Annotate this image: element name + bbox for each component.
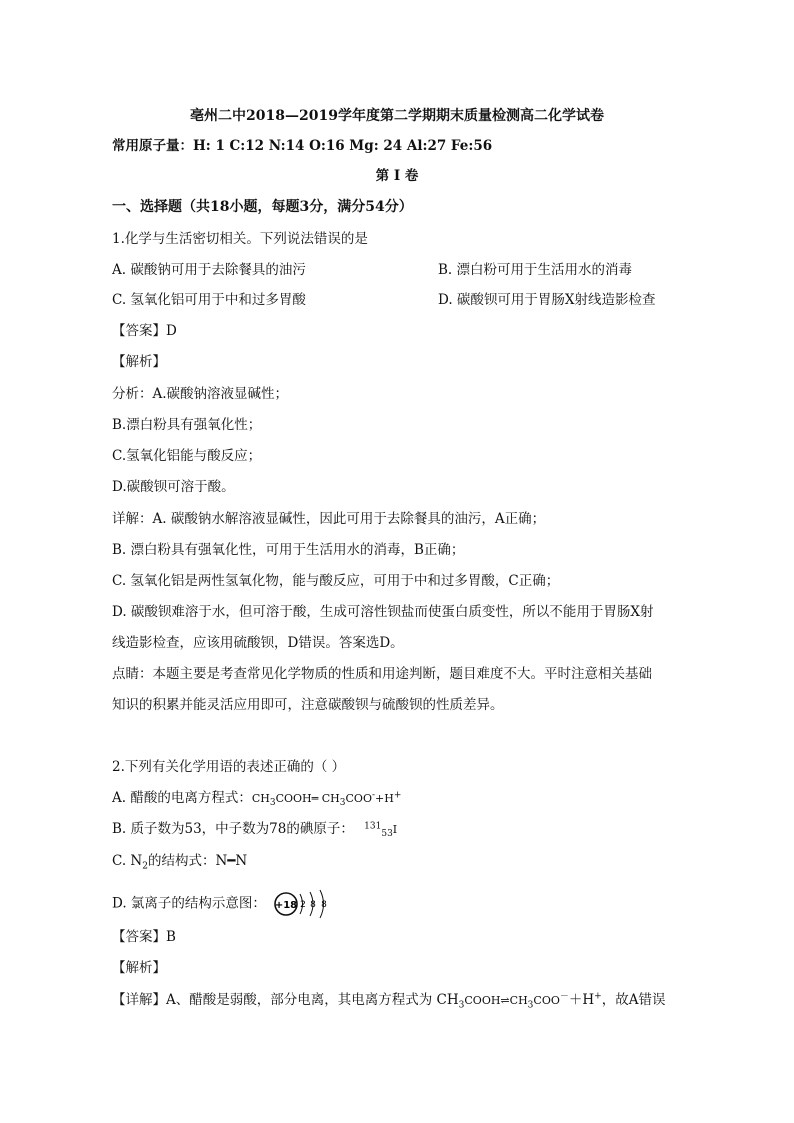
volume-heading: 第 I 卷 bbox=[375, 168, 419, 184]
q2-option-a-equation: $CH_3COOH═$ $CH_3COO^-+H^+$ bbox=[251, 790, 402, 809]
q1-analysis-label: 【解析】 bbox=[112, 354, 166, 370]
q2-option-a bbox=[112, 789, 401, 808]
q2-stem: 2.下列有关化学用语的表述正确的（ ） bbox=[112, 759, 346, 775]
q2-option-b-label: B. 质子数为53，中子数为78的碘原子： bbox=[112, 821, 354, 837]
q1-tip-1: 点睛：本题主要是考查常见化学物质的性质和用途判断，题目难度不大。平时注意相关基础 bbox=[112, 666, 652, 682]
exam-title: 亳州二中2018—2019学年度第二学期期末质量检测高二化学试卷 bbox=[190, 108, 604, 124]
q1-detail-2: B. 漂白粉具有强氧化性，可用于生活用水的消毒，B正确； bbox=[112, 542, 465, 558]
q2-answer: 【答案】B bbox=[112, 929, 176, 945]
q1-detail-5: 线造影检查，应该用硫酸钡，D错误。答案选D。 bbox=[112, 635, 404, 651]
q1-answer: 【答案】D bbox=[112, 323, 177, 339]
q2-detail-1: 【详解】A、醋酸是弱酸，部分电离，其电离方程式为 $CH_3COOH\rightleftharpoons CH_3COO^-+H^+$，故A错误 bbox=[112, 991, 666, 1011]
q1-option-d: D. 碳酸钡可用于胃肠X射线造影检查 bbox=[438, 292, 656, 308]
shell-3-electrons: 8 bbox=[321, 900, 328, 910]
q1-analysis-2: B.漂白粉具有强氧化性； bbox=[112, 417, 262, 433]
q1-option-b: B. 漂白粉可用于生活用水的消毒 bbox=[438, 262, 633, 278]
q2-option-a-label: A. 醋酸的电离方程式： bbox=[112, 790, 252, 806]
q2-option-d bbox=[112, 889, 334, 919]
q1-analysis-1: 分析：A.碳酸钠溶液显碱性； bbox=[112, 386, 289, 402]
q1-analysis-3: C.氢氧化铝能与酸反应； bbox=[112, 448, 262, 464]
q2-option-c: C. $N_2$的结构式：N━N bbox=[112, 853, 248, 872]
q2-analysis-label: 【解析】 bbox=[112, 960, 166, 976]
q1-detail-3: C. 氢氧化铝是两性氢氧化物，能与酸反应，可用于中和过多胃酸，C正确； bbox=[112, 573, 560, 589]
section-heading: 一、选择题（共18小题，每题3分，满分54分） bbox=[112, 199, 413, 215]
q1-analysis-4: D.碳酸钡可溶于酸。 bbox=[112, 479, 235, 495]
q1-detail-4: D. 碳酸钡难溶于水，但可溶于酸，生成可溶性钡盐而使蛋白质变性，所以不能用于胃肠X射 bbox=[112, 604, 654, 620]
q2-option-b bbox=[112, 820, 397, 839]
q1-detail-1: 详解：A. 碳酸钠水解溶液显碱性，因此可用于去除餐具的油污，A正确； bbox=[112, 511, 546, 527]
atomic-masses: 常用原子量：H: 1 C:12 N:14 O:16 Mg: 24 Al:27 Fe:56 bbox=[112, 138, 493, 154]
q1-option-c: C. 氢氧化铝可用于中和过多胃酸 bbox=[112, 292, 306, 308]
chloride-ion-structure-diagram bbox=[272, 889, 334, 919]
q2-option-d-label: D. 氯离子的结构示意图： bbox=[112, 895, 266, 912]
q1-tip-2: 知识的积累并能灵活应用即可，注意碳酸钡与硫酸钡的性质差异。 bbox=[112, 697, 504, 713]
shell-2-electrons: 8 bbox=[310, 900, 317, 910]
nucleus-charge: +18 bbox=[275, 900, 298, 911]
q1-option-a: A. 碳酸钠可用于去除餐具的油污 bbox=[112, 262, 306, 278]
iodine-isotope: $^{131}_{53}$I bbox=[364, 821, 398, 840]
shell-1-electrons: 2 bbox=[300, 900, 307, 910]
q1-stem: 1.化学与生活密切相关。下列说法错误的是 bbox=[112, 231, 368, 247]
